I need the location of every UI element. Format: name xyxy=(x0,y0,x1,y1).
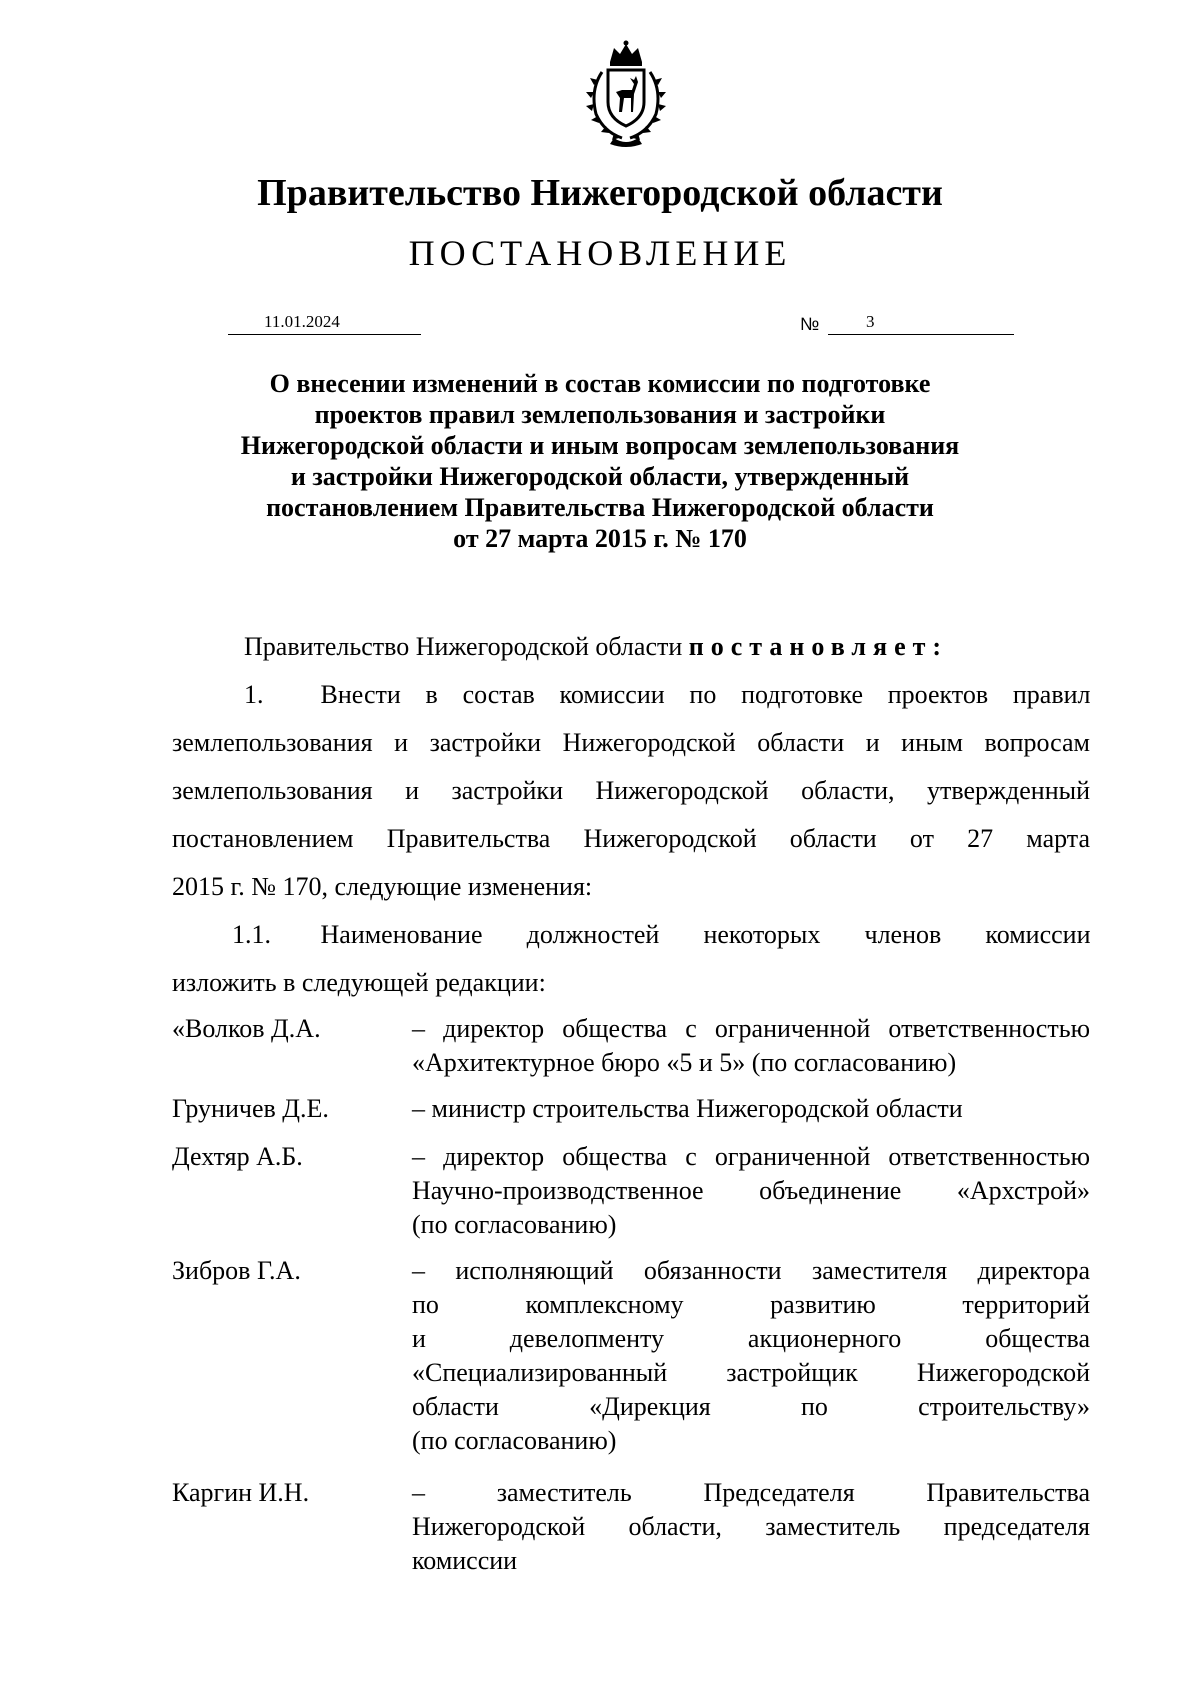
position-line: – директор общества с ограниченной ответственностью xyxy=(412,1142,1090,1171)
item-1-1-line: изложить в следующей редакции: xyxy=(172,968,546,997)
intro-resolves: постановляет: xyxy=(688,632,949,661)
position-line: – исполняющий обязанности заместителя директора xyxy=(412,1256,1090,1285)
item-1-line: 2015 г. № 170, следующие изменения: xyxy=(172,872,593,901)
subject-line: и застройки Нижегородской области, утвержденный xyxy=(290,462,910,491)
position-line: – министр строительства Нижегородской области xyxy=(412,1094,963,1123)
document-type: ПОСТАНОВЛЕНИЕ xyxy=(408,233,792,273)
item-1-1-number: 1.1. xyxy=(232,920,271,949)
item-1-number: 1. xyxy=(244,680,264,709)
position-line: – директор общества с ограниченной ответственностью xyxy=(412,1014,1090,1043)
intro-text: Правительство Нижегородской области xyxy=(244,632,683,661)
subject-line: Нижегородской области и иным вопросам землепользования xyxy=(240,431,960,460)
position-line: области «Дирекция по строительству» xyxy=(412,1392,1090,1421)
position-line: и девелопменту акционерного общества xyxy=(412,1324,1090,1353)
intro-paragraph xyxy=(244,632,1090,662)
position-line: Научно-производственное объединение «Архстрой» xyxy=(412,1176,1090,1205)
item-1-line: землепользования и застройки Нижегородской области, утвержденный xyxy=(172,776,1090,805)
number-field xyxy=(828,312,1014,335)
position-line: комиссии xyxy=(412,1546,518,1575)
member-position xyxy=(412,1092,1090,1126)
item-1-1-first-line xyxy=(232,920,1090,950)
document-date: 11.01.2024 xyxy=(264,312,340,331)
position-line: «Специализированный застройщик Нижегородской xyxy=(412,1358,1090,1387)
item-1-line: землепользования и застройки Нижегородской области и иным вопросам xyxy=(172,728,1090,757)
subject-line: О внесении изменений в состав комиссии по подготовке xyxy=(269,369,931,398)
date-field xyxy=(228,312,421,335)
member-name: Зибров Г.А. xyxy=(172,1256,301,1285)
member-name: «Волков Д.А. xyxy=(172,1014,321,1043)
position-line: Нижегородской области, заместитель председателя xyxy=(412,1512,1090,1541)
member-position xyxy=(412,1476,1090,1578)
position-line: (по согласованию) xyxy=(412,1210,617,1239)
subject-line: от 27 марта 2015 г. № 170 xyxy=(453,524,747,553)
subject-line: постановлением Правительства Нижегородской области xyxy=(266,493,934,522)
government-title: Правительство Нижегородской области xyxy=(257,172,943,214)
item-1-first-line xyxy=(244,680,1090,710)
member-name: Дехтяр А.Б. xyxy=(172,1142,303,1171)
item-1-text: Внести в состав комиссии по подготовке проектов правил xyxy=(320,680,1091,709)
position-line: (по согласованию) xyxy=(412,1426,617,1455)
member-name: Каргин И.Н. xyxy=(172,1478,310,1507)
document-number: 3 xyxy=(866,312,875,331)
member-name: Груничев Д.Е. xyxy=(172,1094,329,1123)
nizhny-novgorod-coat-of-arms-icon xyxy=(572,40,680,148)
position-line: по комплексному развитию территорий xyxy=(412,1290,1090,1319)
item-1-line: постановлением Правительства Нижегородской области от 27 марта xyxy=(172,824,1090,853)
item-1-1-text: Наименование должностей некоторых членов комиссии xyxy=(320,920,1091,949)
member-position xyxy=(412,1140,1090,1242)
document-subject xyxy=(150,368,1050,554)
position-line: «Архитектурное бюро «5 и 5» (по согласованию) xyxy=(412,1048,957,1077)
position-line: – заместитель Председателя Правительства xyxy=(412,1478,1090,1507)
member-position xyxy=(412,1254,1090,1458)
member-position xyxy=(412,1012,1090,1080)
subject-line: проектов правил землепользования и застройки xyxy=(314,400,886,429)
number-sign: № xyxy=(800,314,820,334)
